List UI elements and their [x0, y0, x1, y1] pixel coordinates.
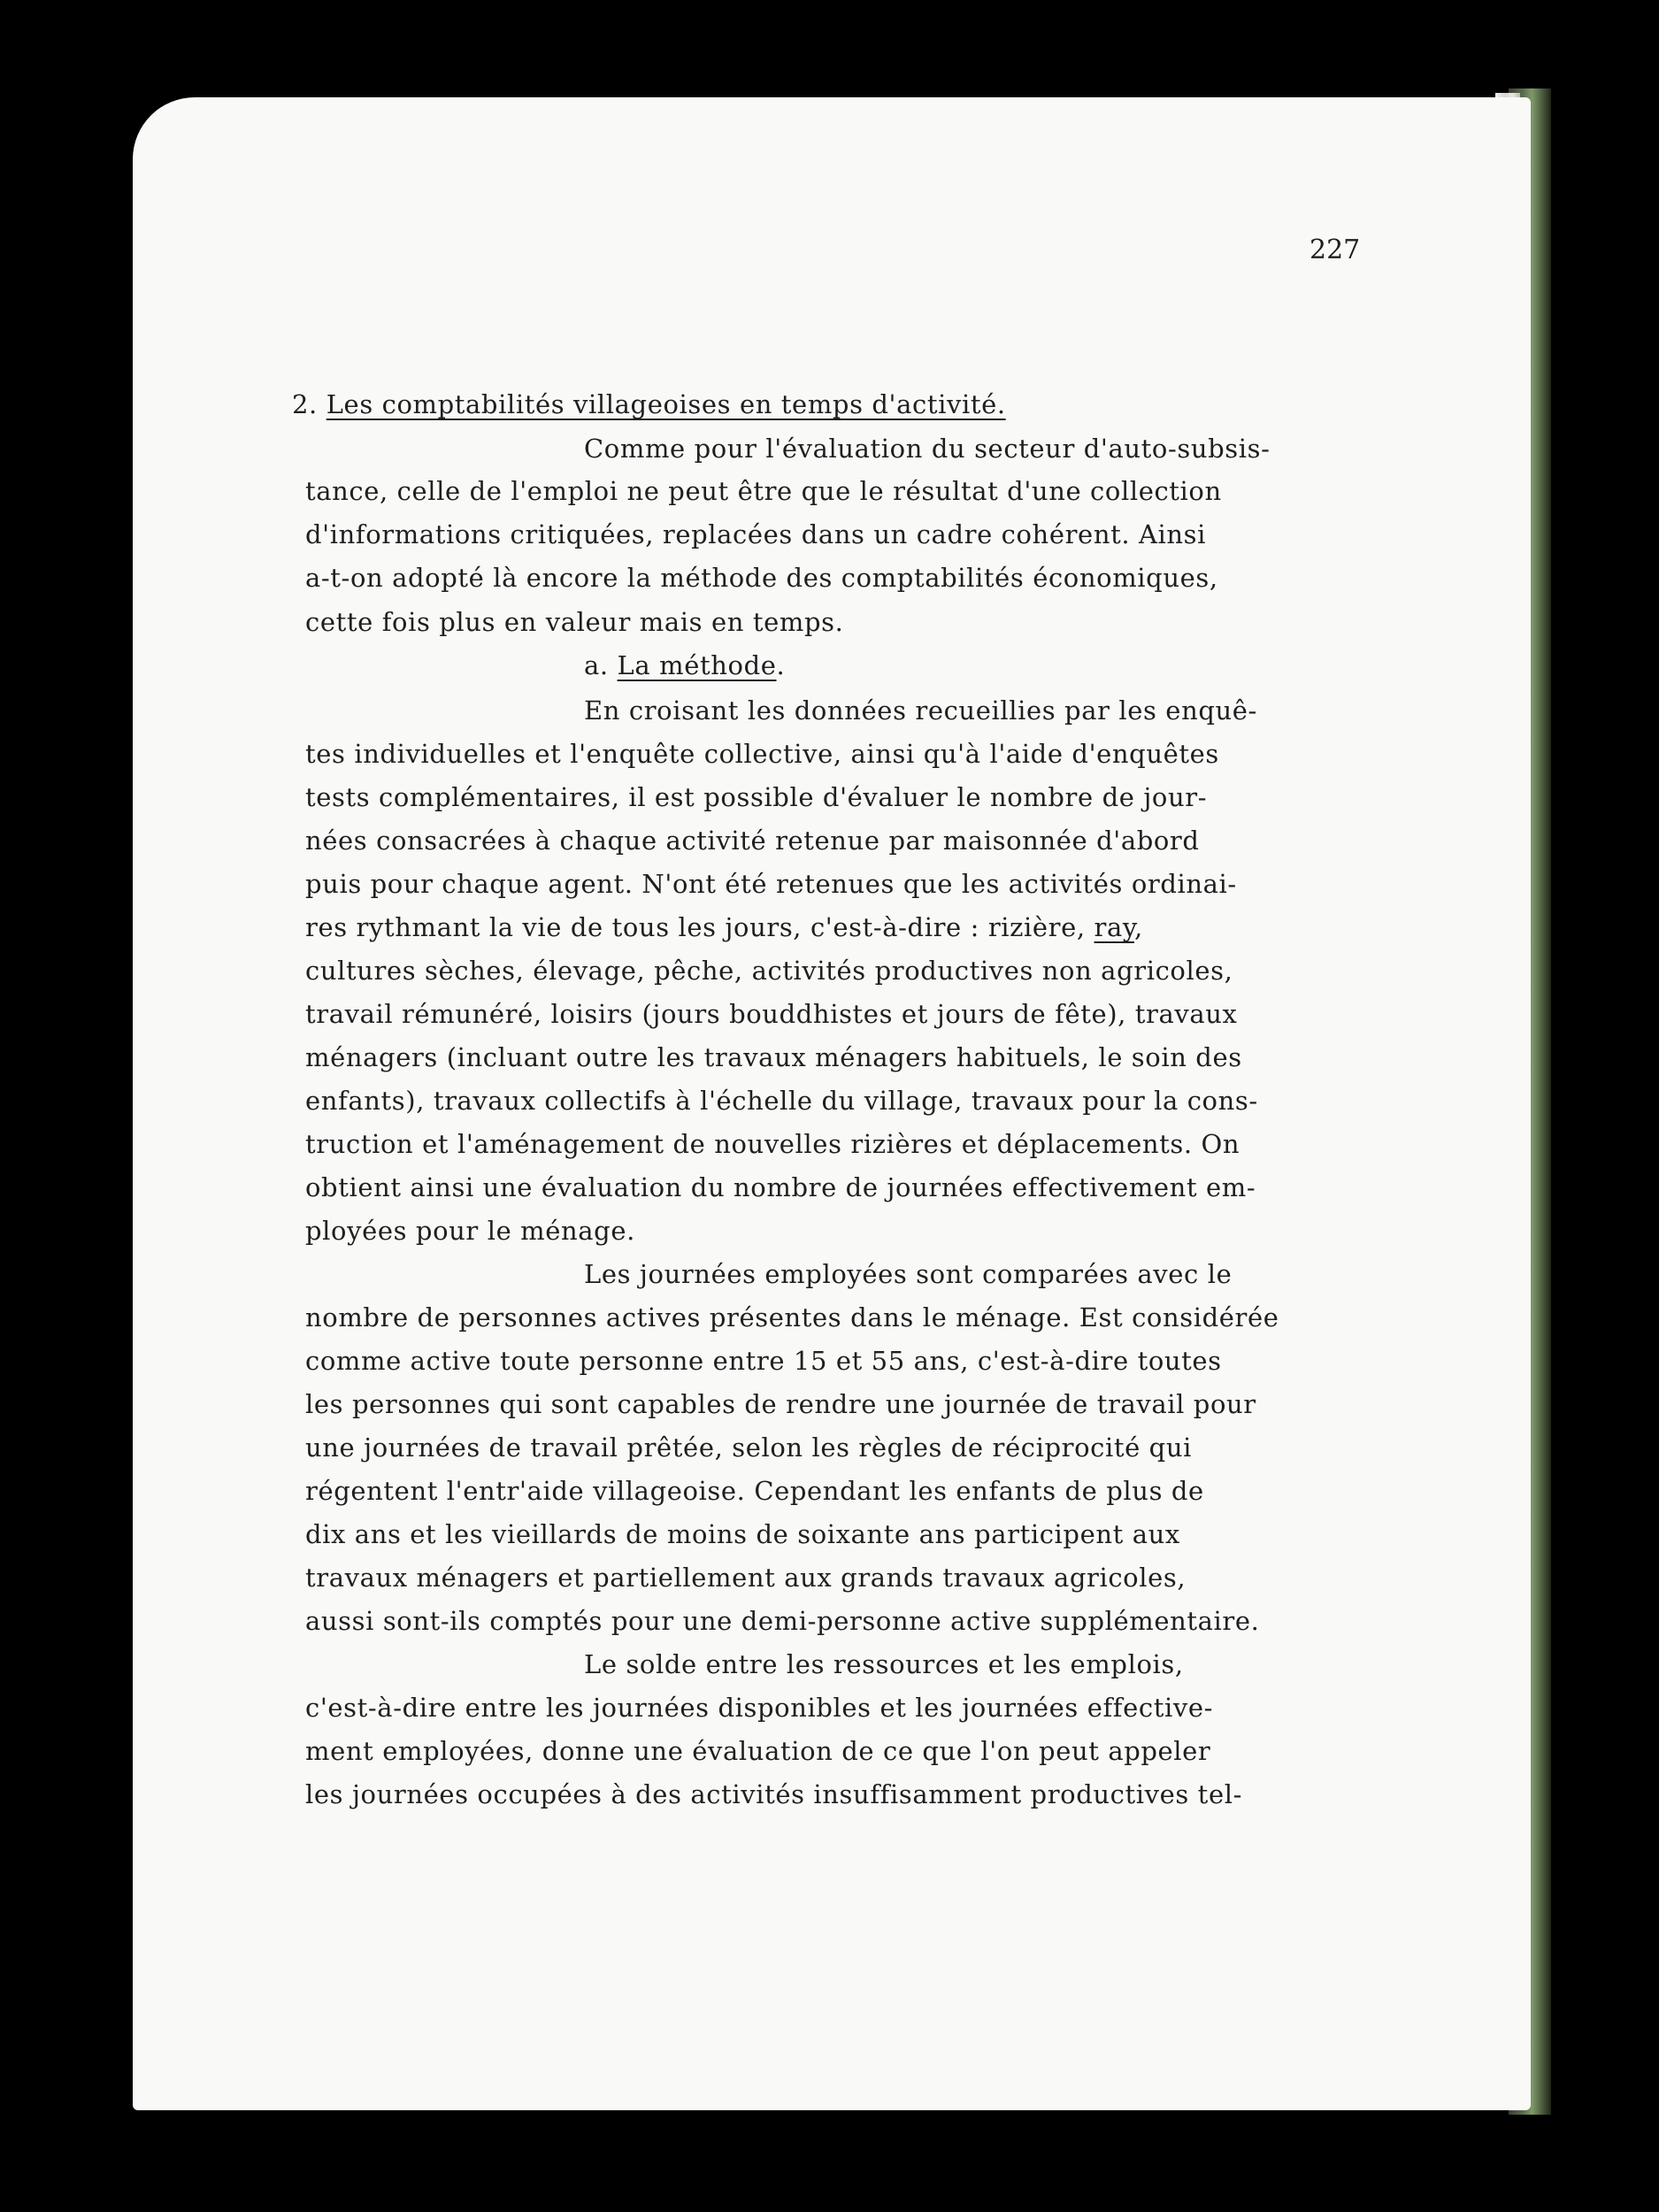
paragraph-2-line: ployées pour le ménage.	[305, 1216, 635, 1246]
paragraph-3-line: dix ans et les vieillards de moins de soixante ans participent aux	[305, 1519, 1180, 1549]
paragraph-3-line: comme active toute personne entre 15 et 55 ans, c'est-à-dire toutes	[305, 1346, 1222, 1376]
paragraph-1-line: a-t-on adopté là encore la méthode des comptabilités économiques,	[305, 563, 1218, 593]
underlined-term-ray: ray	[1094, 912, 1135, 942]
section-number: 2.	[292, 389, 318, 419]
paragraph-4-line: les journées occupées à des activités insuffisamment productives tel-	[305, 1779, 1242, 1809]
paragraph-1-line: tance, celle de l'emploi ne peut être que le résultat d'une collection	[305, 476, 1222, 506]
paragraph-2-line: truction et l'aménagement de nouvelles rizières et déplacements. On	[305, 1129, 1240, 1159]
paragraph-1-line: cette fois plus en valeur mais en temps.	[305, 607, 844, 637]
paragraph-4-line: ment employées, donne une évaluation de ce que l'on peut appeler	[305, 1736, 1211, 1766]
section-heading	[292, 389, 1006, 419]
paragraph-1-line: d'informations critiquées, replacées dans un cadre cohérent. Ainsi	[305, 519, 1207, 549]
subsection-heading	[584, 650, 785, 680]
line-text: ,	[1134, 912, 1143, 942]
paragraph-4-line: c'est-à-dire entre les journées disponibles et les journées effective-	[305, 1693, 1214, 1723]
page-number: 227	[1310, 234, 1361, 265]
paragraph-2-line: En croisant les données recueillies par les enquê-	[584, 695, 1257, 726]
line-text: res rythmant la vie de tous les jours, c'est-à-dire : rizière,	[305, 912, 1094, 942]
paragraph-2-line	[305, 912, 1143, 942]
paragraph-2-line: cultures sèches, élevage, pêche, activités productives non agricoles,	[305, 956, 1233, 986]
paragraph-3-line: régentent l'entr'aide villageoise. Cependant les enfants de plus de	[305, 1476, 1204, 1506]
paragraph-2-line: enfants), travaux collectifs à l'échelle du village, travaux pour la cons-	[305, 1086, 1258, 1116]
paragraph-2-line: puis pour chaque agent. N'ont été retenues que les activités ordinai-	[305, 869, 1237, 899]
subsection-letter: a.	[584, 650, 609, 680]
paragraph-2-line: travail rémunéré, loisirs (jours bouddhistes et jours de fête), travaux	[305, 999, 1238, 1029]
paragraph-2-line: tests complémentaires, il est possible d'évaluer le nombre de jour-	[305, 782, 1208, 812]
subsection-title: La méthode	[617, 650, 777, 680]
paragraph-2-line: nées consacrées à chaque activité retenue par maisonnée d'abord	[305, 826, 1200, 856]
paragraph-2-line: tes individuelles et l'enquête collective, ainsi qu'à l'aide d'enquêtes	[305, 739, 1219, 769]
paragraph-3-line: une journées de travail prêtée, selon les règles de réciprocité qui	[305, 1432, 1192, 1463]
paragraph-1-line: Comme pour l'évaluation du secteur d'auto-subsis-	[584, 434, 1271, 464]
paragraph-3-line: aussi sont-ils comptés pour une demi-personne active supplémentaire.	[305, 1606, 1260, 1636]
subsection-period: .	[776, 650, 786, 680]
paragraph-2-line: ménagers (incluant outre les travaux ménagers habituels, le soin des	[305, 1042, 1242, 1072]
paragraph-3-line: travaux ménagers et partiellement aux grands travaux agricoles,	[305, 1563, 1187, 1593]
paragraph-3-line: Les journées employées sont comparées avec le	[584, 1259, 1233, 1289]
paragraph-3-line: nombre de personnes actives présentes dans le ménage. Est considérée	[305, 1302, 1279, 1333]
section-title: Les comptabilités villageoises en temps d'activité.	[326, 389, 1006, 419]
paragraph-4-line: Le solde entre les ressources et les emplois,	[584, 1649, 1184, 1679]
paragraph-2-line: obtient ainsi une évaluation du nombre de journées effectivement em-	[305, 1172, 1256, 1202]
paragraph-3-line: les personnes qui sont capables de rendre une journée de travail pour	[305, 1389, 1256, 1419]
